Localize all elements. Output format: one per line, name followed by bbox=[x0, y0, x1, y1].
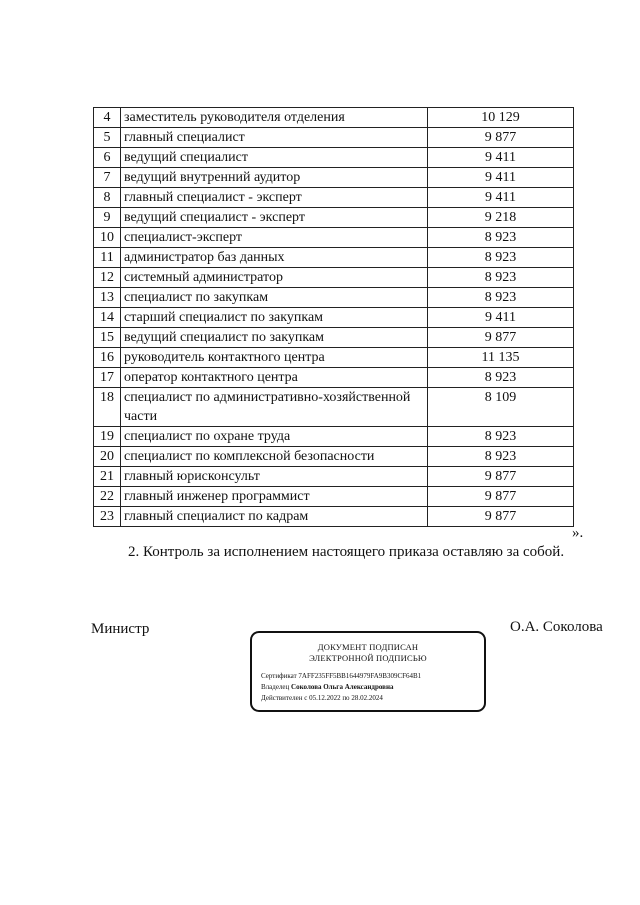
row-number: 18 bbox=[94, 388, 121, 427]
control-clause: 2. Контроль за исполнением настоящего приказа оставляю за собой. bbox=[128, 544, 565, 560]
row-position: главный юрисконсульт bbox=[121, 467, 428, 487]
row-amount: 9 877 bbox=[428, 467, 574, 487]
row-position: главный специалист по кадрам bbox=[121, 507, 428, 527]
row-position: ведущий специалист - эксперт bbox=[121, 208, 428, 228]
stamp-owner-label: Владелец bbox=[261, 683, 290, 691]
row-number: 14 bbox=[94, 308, 121, 328]
row-amount: 9 411 bbox=[428, 148, 574, 168]
row-amount: 9 877 bbox=[428, 487, 574, 507]
row-position: ведущий специалист bbox=[121, 148, 428, 168]
table-row bbox=[94, 487, 574, 507]
row-number: 21 bbox=[94, 467, 121, 487]
signer-name: О.А. Соколова bbox=[510, 619, 603, 635]
table-row bbox=[94, 128, 574, 148]
position-salary-table bbox=[93, 107, 574, 527]
table-row bbox=[94, 388, 574, 427]
table-row bbox=[94, 288, 574, 308]
row-position: специалист по комплексной безопасности bbox=[121, 447, 428, 467]
row-position: системный администратор bbox=[121, 268, 428, 288]
table-row bbox=[94, 427, 574, 447]
row-number: 9 bbox=[94, 208, 121, 228]
stamp-valid-from-prefix: с bbox=[304, 694, 308, 702]
row-amount: 8 923 bbox=[428, 447, 574, 467]
row-amount: 9 218 bbox=[428, 208, 574, 228]
stamp-valid-from: 05.12.2022 bbox=[309, 694, 341, 702]
row-amount: 11 135 bbox=[428, 348, 574, 368]
row-position: специалист по закупкам bbox=[121, 288, 428, 308]
signer-title: Министр bbox=[91, 621, 150, 637]
stamp-certificate-label: Сертификат bbox=[261, 672, 297, 680]
row-number: 13 bbox=[94, 288, 121, 308]
row-position: руководитель контактного центра bbox=[121, 348, 428, 368]
table-row bbox=[94, 308, 574, 328]
row-number: 22 bbox=[94, 487, 121, 507]
row-amount: 8 109 bbox=[428, 388, 574, 427]
row-position: специалист-эксперт bbox=[121, 228, 428, 248]
table-row bbox=[94, 248, 574, 268]
table-body bbox=[94, 108, 574, 527]
stamp-heading-line2: ЭЛЕКТРОННОЙ ПОДПИСЬЮ bbox=[309, 653, 427, 663]
stamp-certificate-value: 7AFF235FF5BB1644979FA9B309CF64B1 bbox=[298, 672, 422, 680]
table-row bbox=[94, 348, 574, 368]
row-position: главный специалист - эксперт bbox=[121, 188, 428, 208]
row-amount: 9 411 bbox=[428, 188, 574, 208]
row-position: заместитель руководителя отделения bbox=[121, 108, 428, 128]
row-amount: 8 923 bbox=[428, 268, 574, 288]
table-row bbox=[94, 447, 574, 467]
row-position: ведущий специалист по закупкам bbox=[121, 328, 428, 348]
row-amount: 8 923 bbox=[428, 248, 574, 268]
table-row bbox=[94, 328, 574, 348]
row-number: 4 bbox=[94, 108, 121, 128]
row-number: 11 bbox=[94, 248, 121, 268]
stamp-valid-to: 28.02.2024 bbox=[351, 694, 383, 702]
table-row bbox=[94, 208, 574, 228]
stamp-certificate bbox=[261, 671, 484, 682]
row-number: 6 bbox=[94, 148, 121, 168]
row-amount: 9 877 bbox=[428, 328, 574, 348]
electronic-signature-stamp bbox=[250, 631, 486, 712]
stamp-validity bbox=[261, 693, 484, 704]
row-position: главный инженер программист bbox=[121, 487, 428, 507]
row-position: главный специалист bbox=[121, 128, 428, 148]
row-amount: 10 129 bbox=[428, 108, 574, 128]
row-number: 8 bbox=[94, 188, 121, 208]
table-row bbox=[94, 467, 574, 487]
stamp-owner-value: Соколова Ольга Александровна bbox=[291, 683, 394, 691]
row-amount: 8 923 bbox=[428, 368, 574, 388]
row-number: 7 bbox=[94, 168, 121, 188]
table-row bbox=[94, 368, 574, 388]
closing-quote: ». bbox=[572, 525, 584, 541]
row-number: 23 bbox=[94, 507, 121, 527]
row-amount: 9 877 bbox=[428, 507, 574, 527]
row-number: 12 bbox=[94, 268, 121, 288]
stamp-heading-line1: ДОКУМЕНТ ПОДПИСАН bbox=[317, 642, 419, 652]
row-position: ведущий внутренний аудитор bbox=[121, 168, 428, 188]
table-row bbox=[94, 507, 574, 527]
table-row bbox=[94, 148, 574, 168]
row-amount: 8 923 bbox=[428, 228, 574, 248]
row-number: 5 bbox=[94, 128, 121, 148]
table-row bbox=[94, 228, 574, 248]
row-number: 16 bbox=[94, 348, 121, 368]
table-row bbox=[94, 108, 574, 128]
row-number: 15 bbox=[94, 328, 121, 348]
table-row bbox=[94, 268, 574, 288]
row-position: специалист по административно-хозяйственной части bbox=[121, 388, 428, 427]
row-position: старший специалист по закупкам bbox=[121, 308, 428, 328]
stamp-owner bbox=[261, 682, 484, 693]
row-amount: 8 923 bbox=[428, 427, 574, 447]
stamp-valid-to-prefix: по bbox=[342, 694, 350, 702]
row-amount: 9 411 bbox=[428, 168, 574, 188]
table-row bbox=[94, 168, 574, 188]
row-position: оператор контактного центра bbox=[121, 368, 428, 388]
row-number: 10 bbox=[94, 228, 121, 248]
row-position: администратор баз данных bbox=[121, 248, 428, 268]
row-number: 17 bbox=[94, 368, 121, 388]
table-row bbox=[94, 188, 574, 208]
row-amount: 9 411 bbox=[428, 308, 574, 328]
row-amount: 8 923 bbox=[428, 288, 574, 308]
row-position: специалист по охране труда bbox=[121, 427, 428, 447]
stamp-validity-label: Действителен bbox=[261, 694, 303, 702]
row-number: 20 bbox=[94, 447, 121, 467]
row-amount: 9 877 bbox=[428, 128, 574, 148]
row-number: 19 bbox=[94, 427, 121, 447]
